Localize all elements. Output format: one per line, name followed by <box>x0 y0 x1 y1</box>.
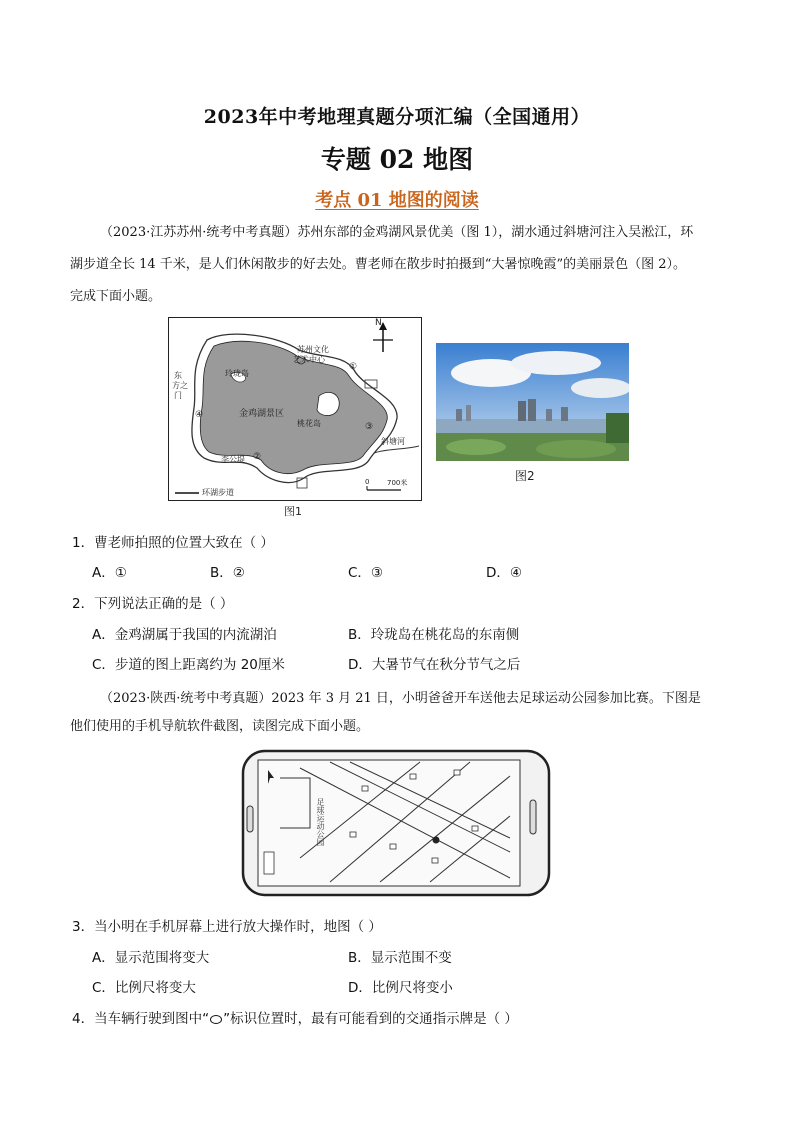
xietang-river-label: 斜塘河 <box>381 437 405 446</box>
east-gate-label-1: 东 <box>174 371 182 380</box>
phone-navigation-figure <box>240 748 552 898</box>
east-gate-label-3: 门 <box>174 391 182 400</box>
passage-2-line-1: （2023·陕西·统考中考真题）2023 年 3 月 21 日，小明爸爸开车送他去足球运动公园参加比赛。下图是 <box>100 691 701 706</box>
marker-1: ① <box>349 362 358 372</box>
question-4-text-end: ”标识位置时，最有可能看到的交通指示牌是（ ） <box>223 1011 518 1027</box>
topic-title: 专题 02 地图 <box>320 145 474 174</box>
culture-center-label-1: 苏州文化 <box>297 345 329 354</box>
q3-option-a[interactable]: A．显示范围将变大 <box>92 950 210 966</box>
phone-map-graphic <box>240 748 552 898</box>
q1-option-d[interactable]: D．④ <box>486 565 522 581</box>
q3-option-c[interactable]: C．比例尺将变大 <box>92 980 196 996</box>
skyline-photo-graphic <box>436 343 629 461</box>
question-3: 3．当小明在手机屏幕上进行放大操作时，地图（ ） <box>72 919 382 935</box>
east-gate-label-2: 方之 <box>172 381 188 390</box>
li-gongdi-label: 李公堤 <box>221 455 245 464</box>
linglong-island-label: 玲珑岛 <box>225 369 249 378</box>
document-title: 2023年中考地理真题分项汇编（全国通用） <box>203 106 591 128</box>
scale-zero-label: 0 <box>365 478 370 486</box>
question-1: 1．曹老师拍照的位置大致在（ ） <box>72 535 274 551</box>
q1-option-c[interactable]: C．③ <box>348 565 384 581</box>
figure-1-caption: 图1 <box>284 505 302 518</box>
figure-2-photo <box>436 343 629 461</box>
lake-map-graphic <box>169 318 421 500</box>
lake-area-label: 金鸡湖景区 <box>239 409 285 419</box>
marker-2: ② <box>253 452 262 462</box>
passage-1-line-1: （2023·江苏苏州·统考中考真题）苏州东部的金鸡湖风景优美（图 1），湖水通过斜塘河注入吴淞江，环 <box>100 225 694 240</box>
passage-1-line-3: 完成下面小题。 <box>70 289 162 304</box>
scale-value-label: 700米 <box>387 479 408 487</box>
legend-label: 环湖步道 <box>202 488 234 497</box>
question-4 <box>72 1007 518 1027</box>
vehicle-marker-icon <box>210 1015 222 1024</box>
culture-center-label-2: 艺术中心 <box>293 355 325 364</box>
q2-option-c[interactable]: C．步道的图上距离约为 20厘米 <box>92 657 285 673</box>
q1-option-b[interactable]: B．② <box>210 565 245 581</box>
figure-1-map <box>168 317 422 501</box>
question-2: 2．下列说法正确的是（ ） <box>72 596 234 612</box>
question-4-text-start: 4．当车辆行驶到图中“ <box>72 1011 210 1027</box>
q3-option-d[interactable]: D．比例尺将变小 <box>348 980 453 996</box>
q2-option-d[interactable]: D．大暑节气在秋分节气之后 <box>348 657 521 673</box>
q1-option-a[interactable]: A．① <box>92 565 127 581</box>
road-label: 足球运动公园 <box>316 798 325 846</box>
north-label: N <box>375 318 382 328</box>
passage-1-line-2: 湖步道全长 14 千米，是人们休闲散步的好去处。曹老师在散步时拍摄到“大暑惊晚霞”的美丽景色（图 2）。 <box>70 257 687 272</box>
q3-option-b[interactable]: B．显示范围不变 <box>348 950 452 966</box>
q2-option-b[interactable]: B．玲珑岛在桃花岛的东南侧 <box>348 627 520 643</box>
marker-3: ③ <box>365 422 374 432</box>
figure-2-caption: 图2 <box>515 469 535 483</box>
q2-option-a[interactable]: A．金鸡湖属于我国的内流湖泊 <box>92 627 277 643</box>
marker-4: ④ <box>195 410 204 420</box>
taohua-island-label: 桃花岛 <box>297 419 321 428</box>
section-title <box>0 186 794 212</box>
section-title-text: 考点 01 地图的阅读 <box>315 190 479 211</box>
passage-2-line-2: 他们使用的手机导航软件截图，读图完成下面小题。 <box>70 719 370 734</box>
